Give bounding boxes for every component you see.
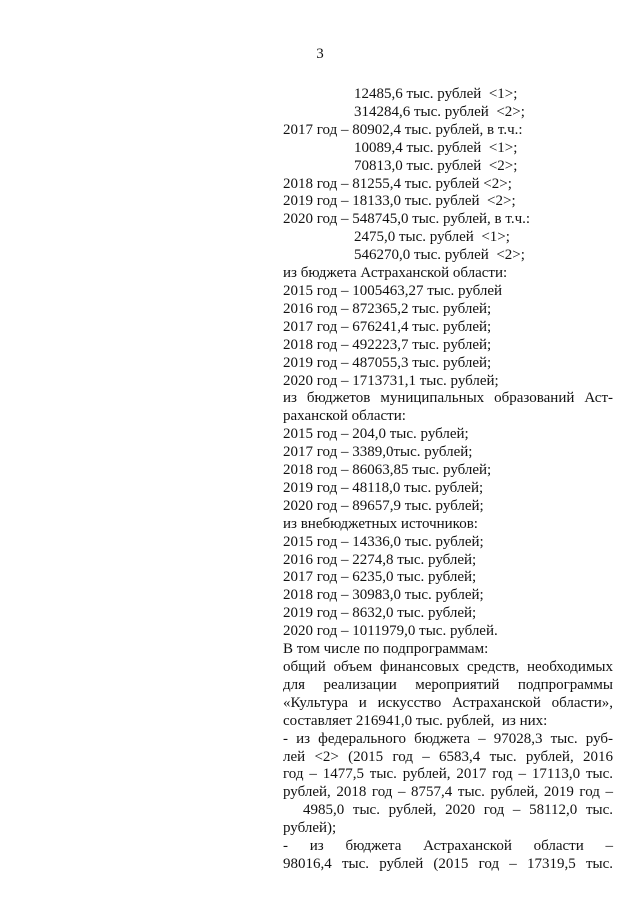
text-line: составляет 216941,0 тыс. рублей, из них:	[283, 712, 548, 729]
text-line: 4985,0 тыс. рублей, 2020 год – 58112,0 тыс.	[303, 802, 613, 819]
text-line: 2018 год – 492223,7 тыс. рублей;	[283, 336, 492, 353]
text-line: 2017 год – 676241,4 тыс. рублей;	[283, 318, 492, 335]
text-line: год – 1477,5 тыс. рублей, 2017 год – 17113,0 тыс.	[283, 766, 613, 783]
text-line: 10089,4 тыс. рублей <1>;	[354, 139, 518, 156]
page-number: 3	[316, 46, 324, 62]
text-line: 2015 год – 14336,0 тыс. рублей;	[283, 533, 484, 550]
text-line: 2020 год – 1011979,0 тыс. рублей.	[283, 623, 498, 640]
text-line: - из федерального бюджета – 97028,3 тыс. руб-	[283, 730, 613, 747]
text-line: 2016 год – 2274,8 тыс. рублей;	[283, 551, 477, 568]
text-line: 2019 год – 487055,3 тыс. рублей;	[283, 354, 492, 371]
text-line: «Культура и искусство Астраханской области»,	[283, 694, 613, 711]
text-line: - из бюджета Астраханской области –	[283, 838, 613, 855]
text-line: 2020 год – 1713731,1 тыс. рублей;	[283, 372, 499, 389]
text-line: 546270,0 тыс. рублей <2>;	[354, 247, 525, 264]
text-line: 2017 год – 80902,4 тыс. рублей, в т.ч.:	[283, 121, 523, 138]
text-line: 2019 год – 8632,0 тыс. рублей;	[283, 605, 477, 622]
text-line: общий объем финансовых средств, необходимых	[283, 659, 613, 675]
text-line: из внебюджетных источников:	[283, 515, 478, 532]
text-line: 2017 год – 3389,0тыс. рублей;	[283, 444, 473, 461]
text-line: 2018 год – 81255,4 тыс. рублей <2>;	[283, 175, 512, 192]
text-line: 2017 год – 6235,0 тыс. рублей;	[283, 569, 477, 586]
text-line: 2018 год – 30983,0 тыс. рублей;	[283, 587, 484, 604]
text-line: 2020 год – 548745,0 тыс. рублей, в т.ч.:	[283, 211, 531, 228]
text-line: рублей);	[283, 820, 337, 837]
text-line: 2015 год – 204,0 тыс. рублей;	[283, 426, 469, 443]
text-line: 70813,0 тыс. рублей <2>;	[354, 157, 518, 174]
text-line: 12485,6 тыс. рублей <1>;	[354, 86, 518, 102]
text-line: раханской области:	[283, 408, 406, 425]
text-line: 2020 год – 89657,9 тыс. рублей;	[283, 497, 484, 514]
text-line: для реализации мероприятий подпрограммы	[283, 676, 613, 693]
text-line: из бюджета Астраханской области:	[283, 265, 508, 282]
document-body	[283, 86, 613, 874]
text-line: В том числе по подпрограммам:	[283, 641, 489, 658]
text-line: из бюджетов муниципальных образований Аст-	[283, 390, 613, 407]
text-line: лей <2> (2015 год – 6583,4 тыс. рублей, 2016	[283, 748, 613, 765]
text-line: 2019 год – 48118,0 тыс. рублей;	[283, 479, 484, 496]
text-line: рублей, 2018 год – 8757,4 тыс. рублей, 2019 год –	[283, 784, 613, 801]
text-line: 2475,0 тыс. рублей <1>;	[354, 229, 510, 246]
text-line: 2018 год – 86063,85 тыс. рублей;	[283, 462, 492, 479]
text-line: 98016,4 тыс. рублей (2015 год – 17319,5 тыс.	[283, 855, 613, 872]
text-line: 2016 год – 872365,2 тыс. рублей;	[283, 300, 492, 317]
text-line: 314284,6 тыс. рублей <2>;	[354, 103, 525, 120]
text-line: 2019 год – 18133,0 тыс. рублей <2>;	[283, 193, 516, 210]
text-line: 2015 год – 1005463,27 тыс. рублей	[283, 282, 503, 299]
